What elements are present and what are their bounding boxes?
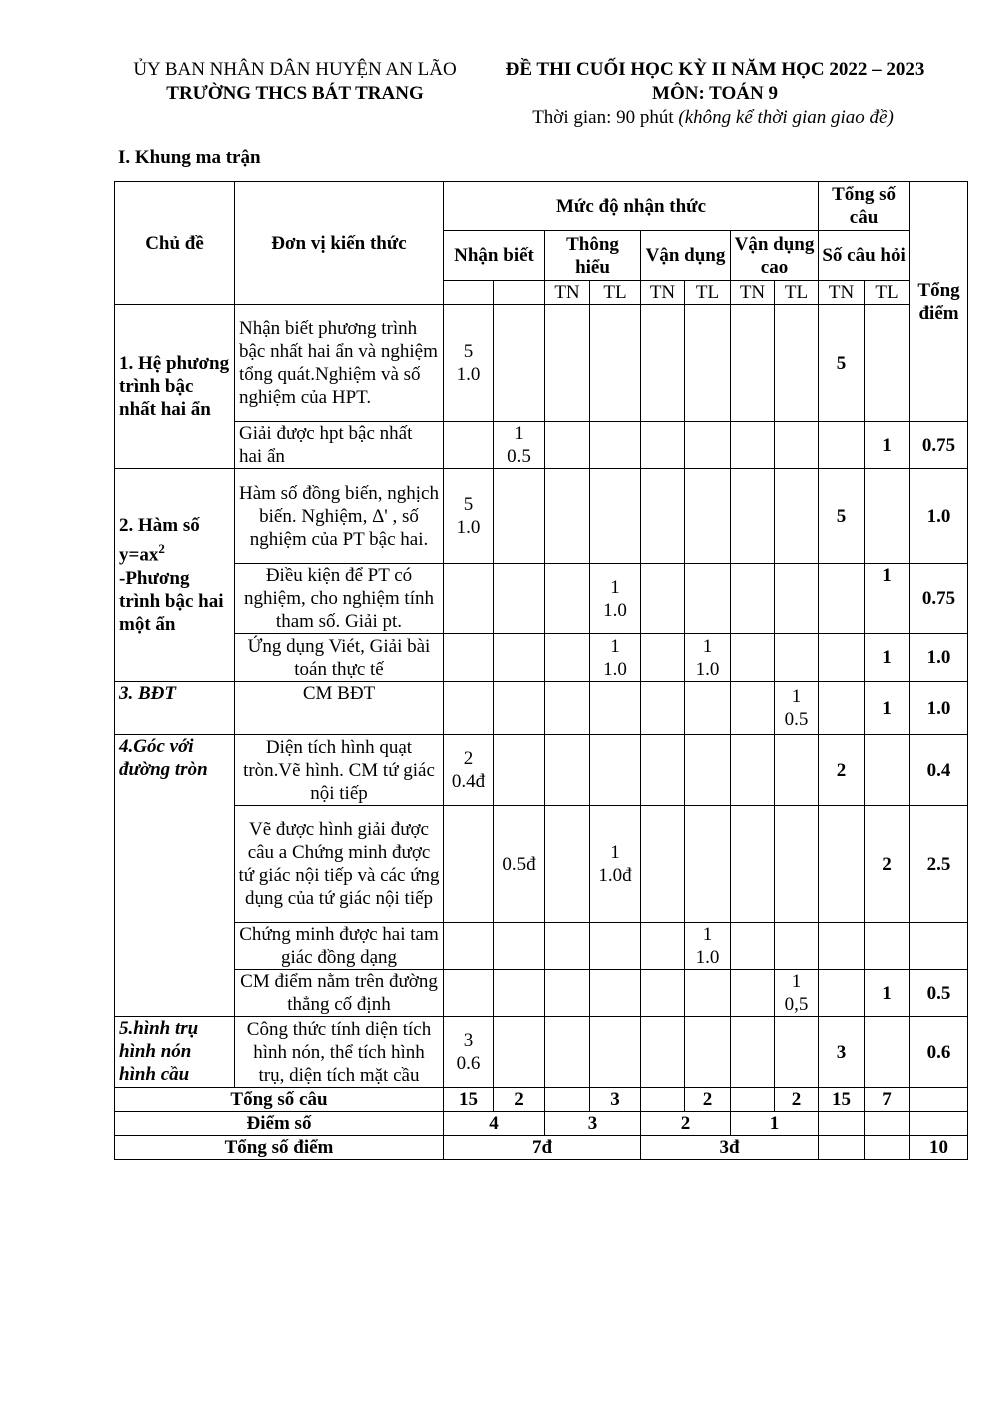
issuer-authority: ỦY BAN NHÂN DÂN HUYỆN AN LÃO — [133, 59, 457, 80]
cell-r6-vdc-tl: 1 0.5 — [775, 682, 819, 735]
cell-r6-score: 1.0 — [910, 682, 968, 735]
total-score-all: 10 — [910, 1136, 968, 1160]
subheader-tn: TN — [819, 281, 865, 305]
cell-r7-sq-tn: 2 — [819, 735, 865, 806]
cell-r3-score: 1.0 — [910, 469, 968, 564]
unit-4: Điều kiện để PT có nghiệm, cho nghiệm tính tham số. Giải pt. — [235, 564, 444, 634]
header-apply: Vận dụng — [641, 231, 731, 281]
score-nb: 4 — [444, 1112, 545, 1136]
header-question-count: Số câu hỏi — [819, 231, 910, 281]
exam-title-block — [485, 58, 945, 106]
header-apply-high: Vận dụng cao — [731, 231, 819, 281]
unit-5: Ứng dụng Viét, Giải bài toán thực tế — [235, 634, 444, 682]
cell-r5-score: 1.0 — [910, 634, 968, 682]
total-sq-tl: 7 — [865, 1088, 910, 1112]
issuer-school: TRƯỜNG THCS BÁT TRANG — [166, 83, 424, 104]
subheader-tn: TN — [641, 281, 685, 305]
total-score-left: 7đ — [444, 1136, 641, 1160]
total-vdc-tl: 2 — [775, 1088, 819, 1112]
subheader-tl: TL — [590, 281, 641, 305]
cell-r5-th-tl: 1 1.0 — [590, 634, 641, 682]
subheader-tl: TL — [685, 281, 731, 305]
cell-r6-sq-tl: 1 — [865, 682, 910, 735]
exam-time — [470, 106, 956, 130]
footer-total-score-label: Tổng số điểm — [115, 1136, 444, 1160]
header-level: Mức độ nhận thức — [444, 182, 819, 231]
unit-2: Giải được hpt bậc nhất hai ẩn — [235, 422, 444, 469]
unit-1: Nhận biết phương trình bậc nhất hai ẩn và nghiệm tổng quát.Nghiệm và số nghiệm của HPT. — [235, 305, 444, 422]
cell-r2-sq-tl: 1 — [865, 422, 910, 469]
cell-r4-th-tl: 1 1.0 — [590, 564, 641, 634]
header-recognize: Nhận biết — [444, 231, 545, 281]
topic-1: 1. Hệ phương trình bậc nhất hai ẩn — [115, 305, 235, 469]
cell-r8-score: 2.5 — [910, 806, 968, 923]
topic-4: 4.Góc với đường tròn — [115, 735, 235, 1017]
header-total-score: Tổng điểm — [910, 182, 968, 422]
unit-3: Hàm số đồng biến, nghịch biến. Nghiệm, Δ' , số nghiệm của PT bậc hai. — [235, 469, 444, 564]
subheader-tn: TN — [545, 281, 590, 305]
cell-r5-sq-tl: 1 — [865, 634, 910, 682]
cell-r8-nb-tl: 0.5đ — [494, 806, 545, 923]
subheader-tn: TN — [731, 281, 775, 305]
cell-r7-score: 0.4 — [910, 735, 968, 806]
footer-total-questions-label: Tổng số câu — [115, 1088, 444, 1112]
cell-r1-sq-tn: 5 — [819, 305, 865, 422]
exam-subject: MÔN: TOÁN 9 — [652, 83, 778, 104]
cell-r9-vd-tl: 1 1.0 — [685, 923, 731, 970]
cell-r4-sq-tl: 1 — [865, 564, 910, 634]
unit-11: Công thức tính diện tích hình nón, thể tích hình trụ, diện tích mặt cầu — [235, 1017, 444, 1088]
unit-10: CM điểm nằm trên đường thẳng cố định — [235, 970, 444, 1017]
subheader-tl: TL — [775, 281, 819, 305]
total-vd-tl: 2 — [685, 1088, 731, 1112]
score-vdc: 1 — [731, 1112, 819, 1136]
unit-9: Chứng minh được hai tam giác đồng dạng — [235, 923, 444, 970]
issuer-block — [115, 58, 475, 106]
cell-r11-score: 0.6 — [910, 1017, 968, 1088]
exam-time-note: (không kể thời gian giao đề) — [678, 107, 894, 128]
cell-r8-th-tl: 1 1.0đ — [590, 806, 641, 923]
score-th: 3 — [545, 1112, 641, 1136]
total-th-tl: 3 — [590, 1088, 641, 1112]
cell-r10-score: 0.5 — [910, 970, 968, 1017]
cell-r11-sq-tn: 3 — [819, 1017, 865, 1088]
cell-r10-vdc-tl: 1 0,5 — [775, 970, 819, 1017]
total-sq-tn: 15 — [819, 1088, 865, 1112]
cell-r1-nb-tn: 5 1.0 — [444, 305, 494, 422]
exam-time-text: Thời gian: 90 phút — [532, 107, 679, 128]
exam-title: ĐỀ THI CUỐI HỌC KỲ II NĂM HỌC 2022 – 2023 — [505, 59, 925, 80]
section-title: I. Khung ma trận — [118, 147, 261, 168]
total-nb-tn: 15 — [444, 1088, 494, 1112]
score-vd: 2 — [641, 1112, 731, 1136]
topic-5: 5.hình trụ hình nón hình cầu — [115, 1017, 235, 1088]
header-total-questions: Tổng số câu — [819, 182, 910, 231]
header-understand: Thông hiểu — [545, 231, 641, 281]
cell-r11-nb-tn: 3 0.6 — [444, 1017, 494, 1088]
cell-r3-sq-tn: 5 — [819, 469, 865, 564]
topic-2: 2. Hàm số $y=ax^2$ -Phương trình bậc hai một ẩn — [115, 469, 235, 682]
unit-6: CM BĐT — [235, 682, 444, 735]
topic-3: 3. BĐT — [115, 682, 235, 735]
cell-r3-nb-tn: 5 1.0 — [444, 469, 494, 564]
header-topic: Chủ đề — [115, 182, 235, 305]
subheader-tl: TL — [865, 281, 910, 305]
header-unit: Đơn vị kiến thức — [235, 182, 444, 305]
spacer-cell — [444, 281, 494, 305]
unit-8: Vẽ được hình giải được câu a Chứng minh được tứ giác nội tiếp và các ứng dụng của tứ giác nội tiếp — [235, 806, 444, 923]
cell-r10-sq-tl: 1 — [865, 970, 910, 1017]
cell-r7-nb-tn: 2 0.4đ — [444, 735, 494, 806]
cell-r2-nb-tl: 1 0.5 — [494, 422, 545, 469]
cell-r5-vd-tl: 1 1.0 — [685, 634, 731, 682]
cell-r2-score: 0.75 — [910, 422, 968, 469]
cell-r4-score: 0.75 — [910, 564, 968, 634]
matrix-table — [114, 181, 968, 1160]
spacer-cell — [494, 281, 545, 305]
total-nb-tl: 2 — [494, 1088, 545, 1112]
total-score-right: 3đ — [641, 1136, 819, 1160]
unit-7: Diện tích hình quạt tròn.Vẽ hình. CM tứ giác nội tiếp — [235, 735, 444, 806]
cell-r8-sq-tl: 2 — [865, 806, 910, 923]
footer-score-label: Điểm số — [115, 1112, 444, 1136]
